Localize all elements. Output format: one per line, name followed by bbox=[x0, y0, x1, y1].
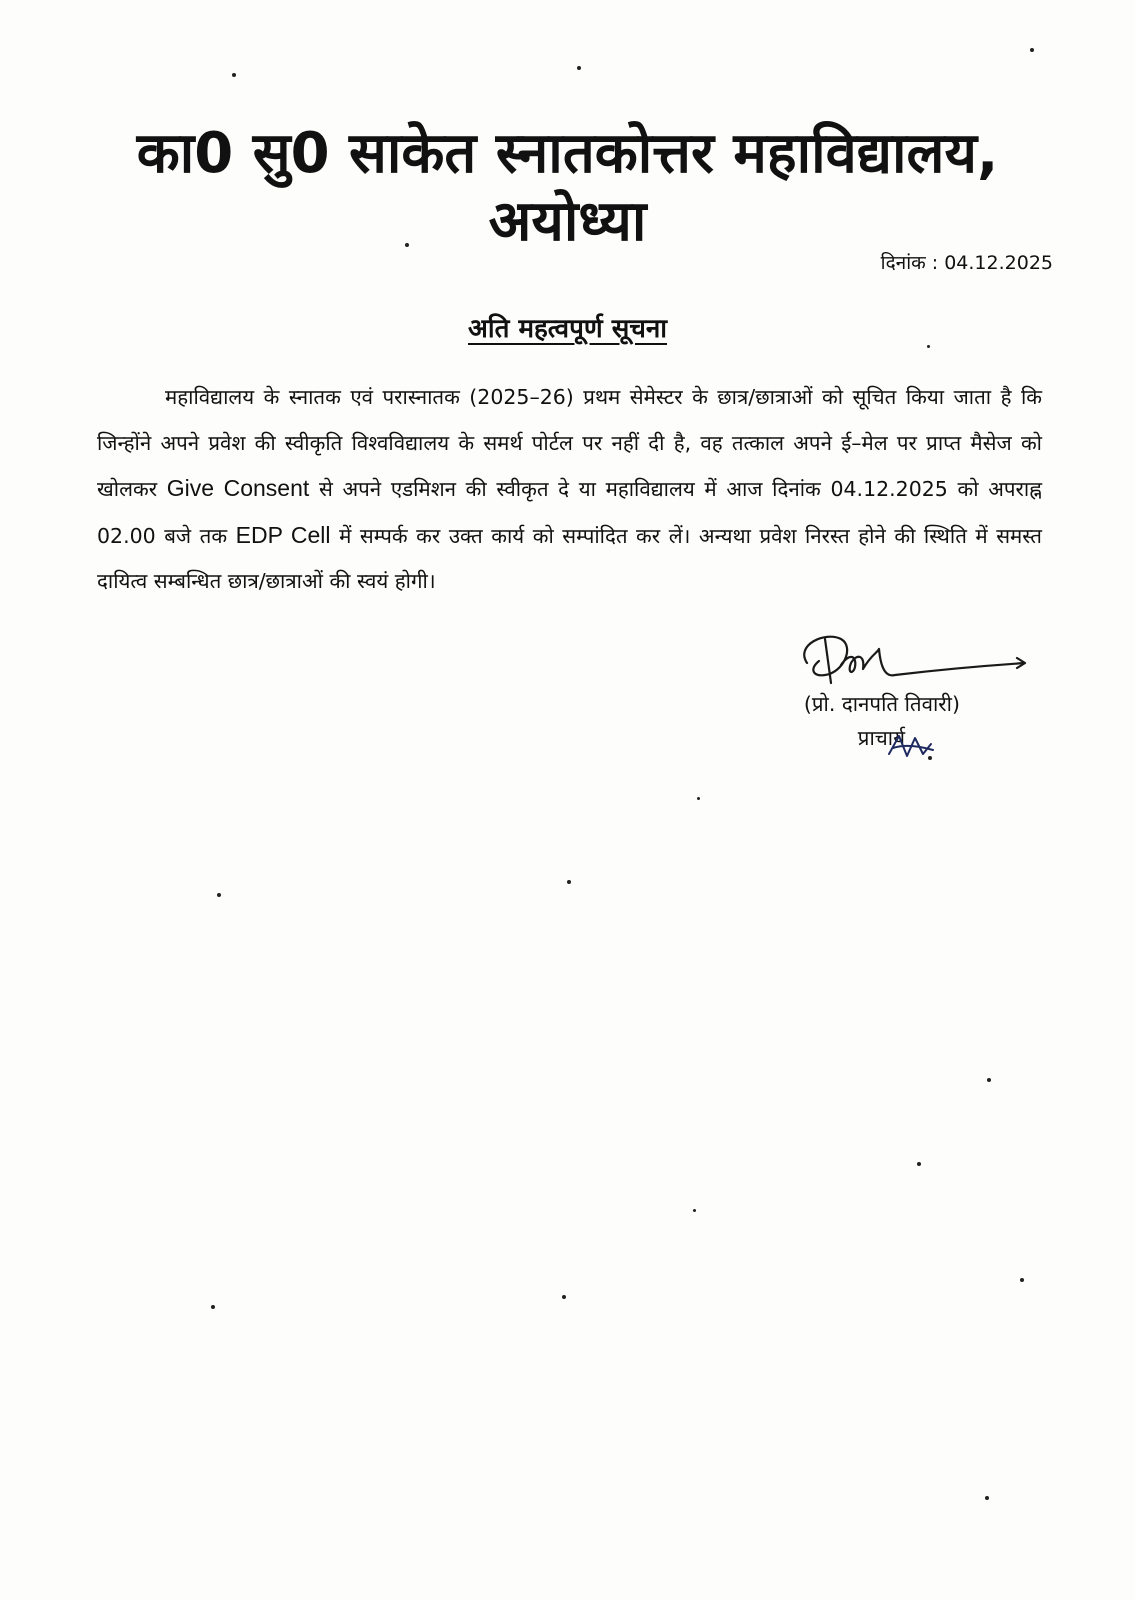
scan-speck bbox=[917, 1162, 921, 1166]
notice-date: दिनांक : 04.12.2025 bbox=[880, 252, 1053, 274]
scan-speck bbox=[697, 797, 700, 800]
scan-speck bbox=[211, 1305, 215, 1309]
college-name-line-2: अयोध्या bbox=[488, 189, 647, 254]
scan-speck bbox=[577, 66, 581, 70]
scan-speck bbox=[927, 345, 930, 348]
scan-speck bbox=[405, 243, 409, 247]
scan-speck bbox=[217, 893, 221, 897]
scan-speck bbox=[987, 1078, 991, 1082]
notice-subject bbox=[200, 311, 935, 347]
scan-speck bbox=[567, 880, 571, 884]
scan-speck bbox=[693, 1209, 696, 1212]
notice-body-part-1: महाविद्यालय के स्नातक एवं परास्नातक (2025–26) प्रथम सेमेस्टर के छात्र/छात्राओं को सूचित किया जाता है कि जिन्होंने अपने प्रवेश की स्वीकृति विश्वविद्यालय के समर्थ पोर्टल पर नहीं दी है, वह तत्काल अपने ई–मेल पर प्राप्त मैसेज को खोलकर bbox=[97, 385, 1042, 501]
scan-speck bbox=[985, 1496, 989, 1500]
notice-body-part-3: में सम्पर्क कर उक्त कार्य को सम्पांदित कर लें। अन्यथा प्रवेश निरस्त होने की स्थिति में समस्त दायित्व सम्बन्धित छात्र/छात्राओं की स्वयं होगी। bbox=[97, 523, 1042, 593]
scan-speck bbox=[928, 756, 932, 760]
scan-speck bbox=[562, 1295, 566, 1299]
notice-subject-text: अति महत्वपूर्ण सूचना bbox=[467, 314, 668, 344]
notice-body-part-2: से अपने एडमिशन की स्वीकृत दे या महाविद्यालय में आज दिनांक 04.12.2025 को अपराह्न 02.00 बजे तक bbox=[97, 477, 1042, 548]
edp-cell-text: EDP Cell bbox=[235, 521, 331, 548]
give-consent-text: Give Consent bbox=[166, 475, 310, 501]
signatory-designation: प्राचार्य bbox=[857, 726, 905, 750]
college-name-line-1: का0 सु0 साकेत स्नातकोत्तर महाविद्यालय, bbox=[136, 121, 999, 186]
signatory-name: (प्रो. दानपति तिवारी) bbox=[803, 692, 960, 716]
scan-speck bbox=[232, 73, 236, 77]
notice-body bbox=[97, 375, 1042, 605]
scan-speck bbox=[1020, 1278, 1024, 1282]
scan-speck bbox=[1030, 48, 1034, 52]
